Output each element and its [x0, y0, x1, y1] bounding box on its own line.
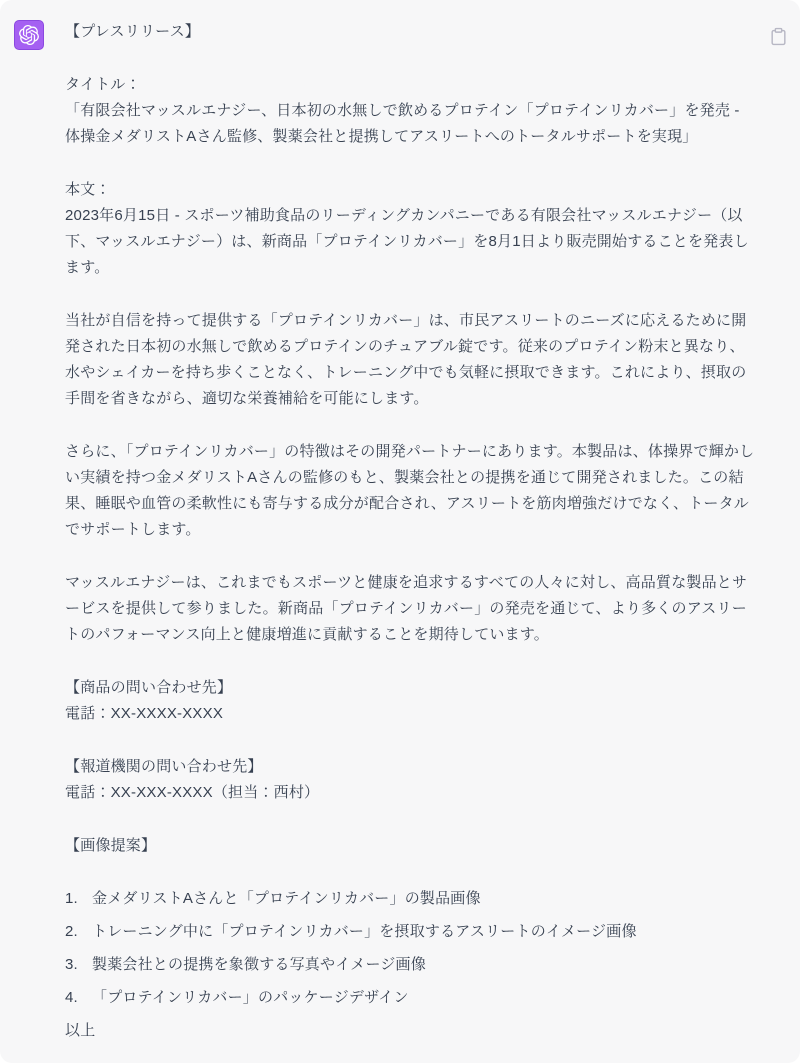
release-paragraph: マッスルエナジーは、これまでもスポーツと健康を追求するすべての人々に対し、高品質な製品とサービスを提供して参りました。新商品「プロテインリカバー」の発売を通じて、より多くのアスリートのパフォーマンス向上と健康増進に貢献することを期待しています。: [65, 574, 748, 643]
title-label: タイトル：: [65, 76, 141, 93]
assistant-avatar: [14, 20, 44, 50]
product-contact-heading: 【商品の問い合わせ先】: [65, 679, 233, 696]
message-content: [65, 19, 755, 1044]
list-item: [65, 985, 755, 1011]
list-item-number: 2.: [65, 923, 78, 940]
list-item-number: 1.: [65, 890, 78, 907]
list-item-text: トレーニング中に「プロテインリカバー」を摂取するアスリートのイメージ画像: [92, 923, 637, 940]
body-block: [65, 177, 755, 281]
release-paragraph: さらに、「プロテインリカバー」の特徴はその開発パートナーにあります。本製品は、体操界で輝かしい実績を持つ金メダリストAさんの監修のもと、製薬会社との提携を通じて開発されました。この結果、睡眠や血管の柔軟性にも寄与する成分が配合され、アスリートを筋肉増強だけでなく、トータルでサポートします。: [65, 443, 755, 538]
list-item-text: 製薬会社との提携を象徴する写真やイメージ画像: [92, 956, 426, 973]
copy-button[interactable]: [769, 25, 791, 47]
list-item-text: 金メダリストAさんと「プロテインリカバー」の製品画像: [92, 890, 481, 907]
closing-text: 以上: [65, 1022, 96, 1039]
list-item: [65, 952, 755, 978]
list-item-number: 4.: [65, 989, 78, 1006]
image-suggestions-heading: 【画像提案】: [65, 837, 157, 854]
list-item: [65, 919, 755, 945]
title-block: [65, 72, 755, 150]
body-label: 本文：: [65, 181, 111, 198]
list-item-number: 3.: [65, 956, 78, 973]
media-contact-block: [65, 754, 755, 806]
product-contact-block: [65, 675, 755, 727]
media-contact-heading: 【報道機関の問い合わせ先】: [65, 758, 263, 775]
list-item-text: 「プロテインリカバー」のパッケージデザイン: [92, 989, 409, 1006]
media-contact-phone: 電話：XX-XXX-XXXX（担当：西村）: [65, 784, 320, 801]
list-item: [65, 886, 755, 912]
openai-logo-icon: [19, 25, 39, 45]
release-paragraph: 当社が自信を持って提供する「プロテインリカバー」は、市民アスリートのニーズに応えるために開発された日本初の水無しで飲めるプロテインのチュアブル錠です。従来のプロテイン粉末と異なり、水やシェイカーを持ち歩くことなく、トレーニング中でも気軽に摂取できます。これにより、摂取の手間を省きながら、適切な栄養補給を可能にします。: [65, 312, 747, 407]
copy-icon: [769, 26, 791, 47]
product-contact-phone: 電話：XX-XXXX-XXXX: [65, 705, 224, 722]
press-release-heading: 【プレスリリース】: [65, 23, 201, 40]
image-suggestions-list: [65, 886, 755, 1011]
release-paragraph: 2023年6月15日 - スポーツ補助食品のリーディングカンパニーである有限会社マッスルエナジー（以下、マッスルエナジー）は、新商品「プロテインリカバー」を8月1日より販売開始することを発表します。: [65, 207, 749, 276]
release-title: 「有限会社マッスルエナジー、日本初の水無しで飲めるプロテイン「プロテインリカバー」を発売 - 体操金メダリストAさん監修、製薬会社と提携してアスリートへのトータルサポートを実現」: [65, 102, 740, 145]
